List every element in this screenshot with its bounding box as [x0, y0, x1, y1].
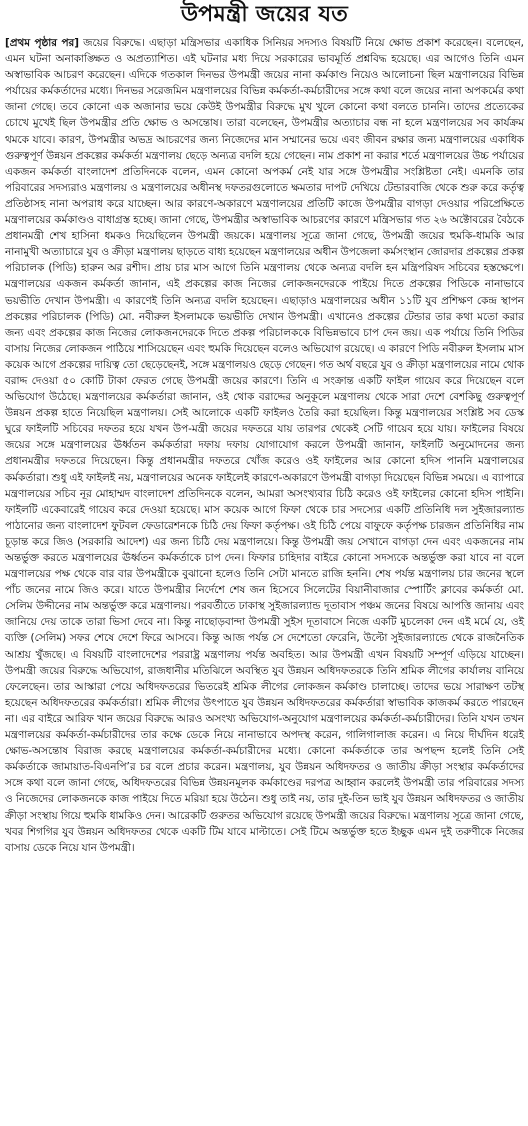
- article-body-text: জয়ের বিরুদ্ধে। এছাড়া মন্ত্রিসভার একাধিক সিনিয়র সদস্যও বিষয়টি নিয়ে ক্ষোভ প্রকাশ করেছেন। বলেছেন, এমন ঘটনা অনাকাঙ্ক্ষিত ও অপ্রত্যাশিত। এই ঘটনার মধ্য দিয়ে সরকারের ভাবমূর্তি প্রশ্নবিদ্ধ হয়েছে। এর আগেও তিনি এমন অস্বাভাবিক আচরণ করেছেন। এদিকে গতকাল দিনভর উপমন্ত্রী জয়ের নানা কর্মকাণ্ড নিয়েও আলোচনা ছিল মন্ত্রণালয়ের বিভিন্ন পর্যায়ের কর্মকর্তাদের মধ্যে। দিনভর সরেজমিন মন্ত্রণালয়ের বিভিন্ন কর্মকর্তা-কর্মচারীদের সঙ্গে কথা বলে জয়ের নানা অপকর্মের কথা জানা গেছে। তবে কোনো এক অজানার ভয়ে কেউই উপমন্ত্রীর বিরুদ্ধে মুখ খুলে কোনো কথা বলতে চাননি। তাদের প্রত্যেকের চোখে মুখেই ছিল উপমন্ত্রীর প্রতি ক্ষোভ ও অসন্তোষ। তারা বলেছেন, উপমন্ত্রীর অত্যাচার বন্ধ না হলে মন্ত্রণালয়ের সব কার্যক্রম থমকে যাবে। কারণ, উপমন্ত্রীর অভদ্র আচরণের জন্য নিজেদের মান সম্মানের ভয়ে এবং জীবন রক্ষার জন্য মন্ত্রণালয়ের একাধিক গুরুত্বপূর্ণ উন্নয়ন প্রকল্পের কর্মকর্তা মন্ত্রণালয় ছেড়ে অন্যত্র বদলি হয়ে গেছেন। নাম প্রকাশ না করার শর্তে মন্ত্রণালয়ের উচ্চ পর্যায়ের একজন কর্মকর্তা বাংলাদেশ প্রতিদিনকে বলেন, এমন কোনো অপকর্ম নেই যার সঙ্গে উপমন্ত্রীর সংশ্লিষ্টতা নেই। এমনকি তার পরিবারের সদস্যরাও মন্ত্রণালয় ও মন্ত্রণালয়ের অধীনস্থ দফতরগুলোতে ক্ষমতার দাপট দেখিয়ে টেন্ডারবাজি থেকে শুরু করে কর্তৃত্ব প্রতিষ্ঠাসহ নানা অপরাধ করে যাচ্ছেন। আর কারণে-অকারণে মন্ত্রণালয়ের প্রতিটি কাজে উপমন্ত্রীর বাগড়া দেওয়ার পরিপ্রেক্ষিতে মন্ত্রণালয়ের কর্মকাণ্ডও বাধাগ্রস্ত হচ্ছে। জানা গেছে, উপমন্ত্রীর অস্বাভাবিক আচরণের কারণে মন্ত্রিসভার গত ২৬ অক্টোবরের বৈঠকে প্রধানমন্ত্রী শেখ হাসিনা ধমকও দিয়েছিলেন উপমন্ত্রী জয়কে। মন্ত্রণালয় সূত্রে জানা গেছে, উপমন্ত্রী জয়ের হুমকি-ধামকি আর নানামুখী অত্যাচারে যুব ও ক্রীড়া মন্ত্রণালয় ছাড়তে বাধ্য হয়েছেন মন্ত্রণালয়ের অধীন উপজেলা কর্মসংস্থান জোরদার প্রকল্পের প্রকল্প পরিচালক (পিডি) হারুন অর রশীদ। প্রায় চার মাস আগে তিনি মন্ত্রণালয় থেকে অন্যত্র বদলি হন মন্ত্রিপরিষদ সচিবের হস্তক্ষেপে। মন্ত্রণালয়ের একজন কর্মকর্তা জানান, এই প্রকল্পের কাজ নিজের লোকজনদেরকে পাইয়ে দিতে প্রকল্পের পিডিকে নানাভাবে ভয়ভীতি দেখান উপমন্ত্রী। এ কারণেই তিনি অন্যত্র বদলি হয়েছেন। এছাড়াও মন্ত্রণালয়ের অধীন ১১টি যুব প্রশিক্ষণ কেন্দ্র স্থাপন প্রকল্পের পরিচালক (পিডি) মো. নবীরুল ইসলামকে ভয়ভীতি দেখান উপমন্ত্রী। এখানেও প্রকল্পের টেন্ডার তার কথা মতো করার জন্য এবং প্রকল্পের কাজ নিজের লোকজনদেরকে দিতে প্রকল্প পরিচালককে বিভিন্নভাবে চাপ দেন জয়। এক পর্যায়ে তিনি পিডির বাসায় নিজের লোকজন পাঠিয়ে শাসিয়েছেন এবং হুমকি দিয়েছেন বলেও অভিযোগ রয়েছে। এ কারণে পিডি নবীরুল ইসলাম মাস কয়েক আগে প্রকল্পের দায়িত্ব তো ছেড়েছেনই, সঙ্গে মন্ত্রণালয়ও ছেড়ে গেছেন। গত অর্থ বছরে যুব ও ক্রীড়া মন্ত্রণালয়ের নামে থোক বরাদ্দ দেওয়া ৫০ কোটি টাকা ফেরত গেছে উপমন্ত্রী জয়ের কারণে। তিনি এ সংক্রান্ত একটি ফাইল গায়েব করে দিয়েছেন বলে অভিযোগ উঠেছে। মন্ত্রণালয়ের কর্মকর্তারা জানান, ওই থোক বরাদ্দের অনুকূলে মন্ত্রণালয় থেকে সারা দেশে বেশকিছু গুরুত্বপূর্ণ উন্নয়ন প্রকল্প হাতে নিয়েছিল মন্ত্রণালয়। সেই আলোকে একটি ফাইলও তৈরি করা হয়েছিল। কিন্তু মন্ত্রণালয়ের সংশ্লিষ্ট সব ডেস্ক ঘুরে ফাইলটি সচিবের দফতর হয়ে যখন উপ-মন্ত্রী জয়ের দফতরে যায় তারপর থেকেই সেটি গায়েব হয়ে যায়। ফাইলের বিষয়ে জয়ের সঙ্গে মন্ত্রণালয়ের ঊর্ধ্বতন কর্মকর্তারা দফায় দফায় যোগাযোগ করলে উপমন্ত্রী জানান, ফাইলটি অনুমোদনের জন্য প্রধানমন্ত্রীর দফতরে দিয়েছেন। কিন্তু প্রধানমন্ত্রীর দফতরে খোঁজ করেও ওই ফাইলের আর কোনো হদিস পাননি মন্ত্রণালয়ের কর্মকর্তারা। শুধু এই ফাইলই নয়, মন্ত্রণালয়ের অনেক ফাইলেই কারণে-অকারণে উপমন্ত্রী বাগড়া দিয়েছেন বিভিন্ন সময়ে। এ ব্যাপারে মন্ত্রণালয়ের সচিব নূর মোহাম্মদ বাংলাদেশ প্রতিদিনকে বলেন, আমরা অসংখ্যবার চিঠি করেও ওই ফাইলের কোনো হদিস পাইনি। ফাইলটি একেবারেই গায়েব করে দেওয়া হয়েছে। মাস কয়েক আগে ফিফা থেকে চার সদস্যের একটি প্রতিনিধি দল সুইজারল্যান্ড পাঠানোর জন্য বাংলাদেশ ফুটবল ফেডারেশনকে চিঠি দেয় ফিফা কর্তৃপক্ষ। ওই চিঠি পেয়ে বাফুফে কর্তৃপক্ষ চারজন প্রতিনিধির নাম চূড়ান্ত করে জিও (সরকারি আদেশ) এর জন্য চিঠি দেয় মন্ত্রণালয়ে। কিন্তু উপমন্ত্রী জয় সেখানে বাগড়া দেন এবং একজনের নাম অন্তর্ভুক্ত করতে মন্ত্রণালয়ের ঊর্ধ্বতন কর্মকর্তাকে চাপ দেন। ফিফার চাহিদার বাইরে কোনো সদস্যকে অন্তর্ভুক্ত করা যাবে না বলে মন্ত্রণালয়ের পক্ষ থেকে বার বার উপমন্ত্রীকে বুঝানো হলেও তিনি সেটা মানতে রাজি হননি। শেষ পর্যন্ত মন্ত্রণালয় চার জনের স্থলে পাঁচ জনের নামে জিও করে। যাতে উপমন্ত্রীর নির্দেশে শেষ জন হিসেবে সিলেটের বিয়ানীবাজার স্পোর্টিং ক্লাবের কর্মকর্তা মো. সেলিম উদ্দীনের নাম অন্তর্ভুক্ত করে মন্ত্রণালয়। পরবর্তীতে ঢাকাস্থ সুইজারল্যান্ড দূতাবাস পঞ্চম জনের বিষয়ে আপত্তি জানায় এবং জানিয়ে দেয় তাকে তারা ভিসা দেবে না। কিন্তু নাছোড়বান্দা উপমন্ত্রী সুইস দূতাবাসে নিজে একটি মুচলেকা দেন এই মর্মে যে, ওই ব্যক্তি (সেলিম) সফর শেষে দেশে ফিরে আসবে। কিন্তু আজ পর্যন্ত সে দেশেতো ফেরেনি, উল্টো সুইজারল্যান্ডে থেকে রাজনৈতিক আশ্রয় খুঁজছে। এ বিষয়টি বাংলাদেশের পররাষ্ট্র মন্ত্রণালয় পর্যন্ত অবহিত। আর উপমন্ত্রী এখন বিষয়টি সম্পূর্ণ এড়িয়ে যাচ্ছেন। উপমন্ত্রী জয়ের বিরুদ্ধে অভিযোগ, রাজধানীর মতিঝিলে অবস্থিত যুব উন্নয়ন অধিদফতরকে তিনি শ্রমিক লীগের কার্যালয় বানিয়ে ফেলেছেন। তার আস্কারা পেয়ে অধিদফতরের ভিতরেই শ্রমিক লীগের লোকজন কর্মকাণ্ড চালাচ্ছে। তাদের ভয়ে সারাক্ষণ তটস্থ হয়েছেন অধিদফতরের কর্মকর্তারা। শ্রমিক লীগের উৎপাতে যুব উন্নয়ন অধিদফতরের কর্মকর্তারা স্বাভাবিক কাজকর্ম করতে পারছেন না। এর বাইরে আরিফ খান জয়ের বিরুদ্ধে আরও অসংখ্য অভিযোগ-অনুযোগ মন্ত্রণালয়ের কর্মকর্তা-কর্মচারীদের। তিনি যখন তখন মন্ত্রণালয়ের কর্মকর্তা-কর্মচারীদের তার কক্ষে ডেকে নিয়ে নানাভাবে অপদস্থ করেন, গালিগালাজ করেন। এ নিয়ে দীর্ঘদিন ধরেই ক্ষোভ-অসন্তোষ বিরাজ করছে মন্ত্রণালয়ের কর্মকর্তা-কর্মচারীদের মধ্যে। কোনো কর্মকর্তাকে তার অপছন্দ হলেই তিনি সেই কর্মকর্তাকে জামায়াত-বিএনপি’র চর বলে প্রচার করেন। মন্ত্রণালয়, যুব উন্নয়ন অধিদফতর ও জাতীয় ক্রীড়া সংস্থার কর্মকর্তাদের সঙ্গে কথা বলে জানা গেছে, অধিদফতরের বিভিন্ন উন্নয়নমূলক কর্মকাণ্ডের দরপত্র আহ্বান করলেই উপমন্ত্রী তার পরিবারের সদস্য ও নিজেদের লোকজনকে কাজ পাইয়ে দিতে মরিয়া হয়ে উঠেন। শুধু তাই নয়, তার দুই-তিন ভাই যুব উন্নয়ন অধিদফতর ও জাতীয় ক্রীড়া সংস্থায় গিয়ে হুমকি ধামকিও দেন। আরেকটি গুরুতর অভিযোগ রয়েছে উপমন্ত্রী জয়ের বিরুদ্ধে। মন্ত্রণালয় সূত্রে জানা গেছে, খবর শিগগির যুব উন্নয়ন অধিদফতর থেকে একটি টিম যাবে মাল্টাতে। সেই টিমে অন্তর্ভুক্ত হতে ইচ্ছুক এমন দুই তরুণীকে নিজের বাসায় ডেকে নিয়ে যান উপমন্ত্রী।: [5, 37, 524, 854]
- continuation-marker: [প্রথম পৃষ্ঠার পর]: [5, 37, 80, 49]
- headline: উপমন্ত্রী জয়ের যত: [180, 2, 349, 27]
- newspaper-clipping: [0, 1, 528, 1126]
- article-body: [5, 35, 524, 856]
